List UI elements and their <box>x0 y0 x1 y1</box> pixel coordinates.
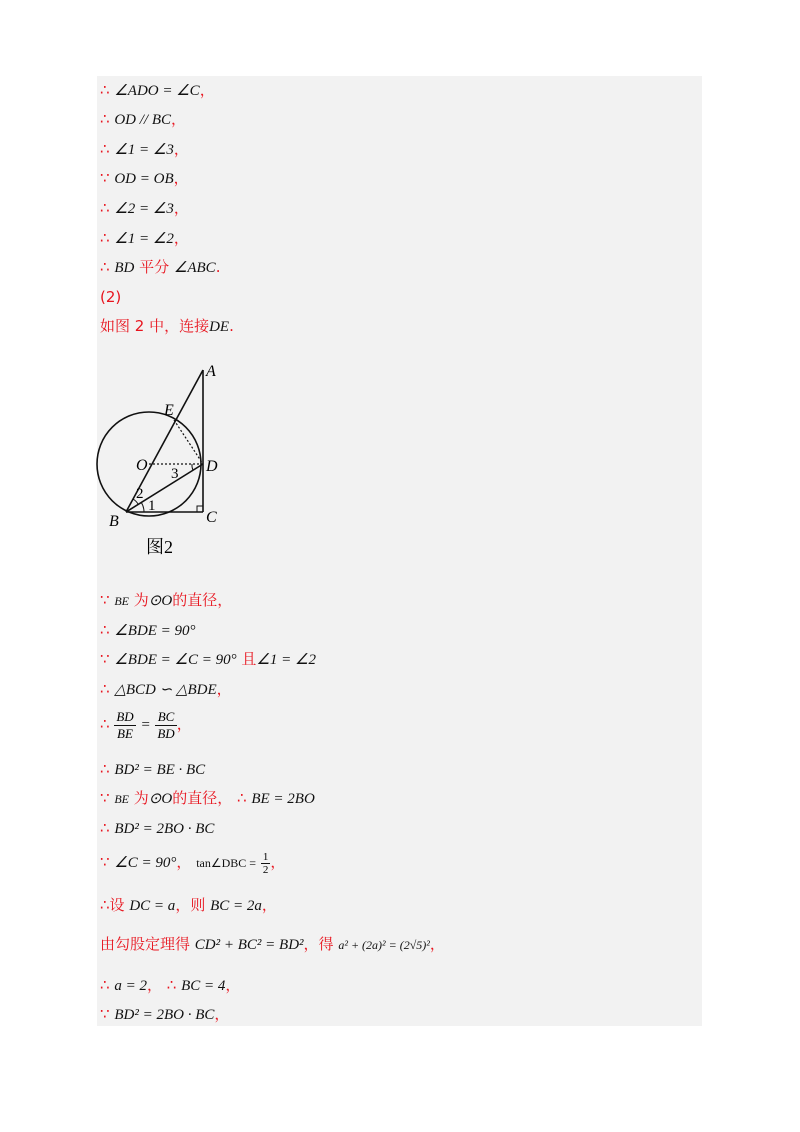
math-expression: CD² + BC² = BD² <box>194 937 304 953</box>
punctuation: ， <box>429 935 445 953</box>
fraction-one-half <box>261 851 271 876</box>
math-expression: ∠BDE = 90° <box>114 623 196 639</box>
math-expression: ∠BDE = ∠C = 90° <box>114 652 237 668</box>
math-expression: ∠1 = ∠3 <box>114 142 174 158</box>
step-line-22 <box>100 1004 229 1025</box>
step-text: 为 <box>133 789 149 807</box>
step-line-2 <box>100 109 186 130</box>
therefore-symbol: ∴ <box>100 760 110 778</box>
therefore-symbol: ∴ <box>100 140 110 158</box>
label-angle-3: 3 <box>171 466 179 482</box>
fraction-numerator: 1 <box>262 850 269 863</box>
part-label <box>100 287 121 307</box>
math-expression: OD = OB <box>114 171 174 187</box>
label-c: C <box>206 509 217 526</box>
fraction-bd-be <box>114 709 135 742</box>
punctuation: . <box>215 258 221 276</box>
math-expression: BC = 4 <box>181 978 226 994</box>
punctuation: ， <box>225 976 241 994</box>
math-expression: BD <box>114 260 135 276</box>
circle-triangle-diagram <box>96 360 226 560</box>
therefore-symbol: ∴ <box>237 789 247 807</box>
punctuation: ， <box>214 1005 230 1023</box>
math-expression: BE <box>114 792 129 806</box>
math-expression: DE <box>209 319 230 335</box>
step-line-17 <box>100 818 214 839</box>
label-a: A <box>206 363 216 380</box>
punctuation: ， <box>176 715 192 733</box>
math-expression: BC = 2a <box>210 898 262 914</box>
fraction-numerator: BC <box>155 709 176 726</box>
math-expression: ∠1 = ∠2 <box>114 231 174 247</box>
therefore-symbol: ∴ <box>100 976 110 994</box>
math-expression: ∠C = 90° <box>114 855 177 871</box>
math-expression: BE <box>114 594 129 608</box>
step-line-12 <box>100 649 316 670</box>
math-expression: BD² = 2BO · BC <box>114 821 215 837</box>
step-text: ，则 <box>175 896 206 914</box>
math-expression: ∠1 = ∠2 <box>256 652 316 668</box>
step-line-20 <box>100 934 445 955</box>
label-o: O <box>136 457 148 474</box>
math-expression: BE = 2BO <box>251 791 315 807</box>
punctuation: . <box>229 317 234 335</box>
punctuation: ， <box>216 680 232 698</box>
step-line-19 <box>100 895 277 916</box>
step-text: 的直径， <box>172 789 233 807</box>
step-text: 由勾股定理得 <box>100 935 191 953</box>
math-expression: DC = a <box>129 898 176 914</box>
because-symbol: ∵ <box>100 853 110 871</box>
step-line-6 <box>100 228 189 249</box>
math-expression: BD² = BE · BC <box>114 762 206 778</box>
because-symbol: ∵ <box>100 169 110 187</box>
punctuation: ， <box>261 896 277 914</box>
math-expression: △BCD ∽ △BDE <box>114 682 217 698</box>
label-d: D <box>206 458 218 475</box>
step-text: ，得 <box>303 935 334 953</box>
math-expression: ∠ABC <box>173 260 216 276</box>
step-line-4 <box>100 168 189 189</box>
punctuation: ， <box>173 199 189 217</box>
therefore-symbol: ∴ <box>100 199 110 217</box>
punctuation: ， <box>270 853 286 871</box>
step-line-1 <box>100 80 215 101</box>
math-expression: ∠ADO = ∠C <box>114 83 200 99</box>
because-symbol: ∵ <box>100 591 110 609</box>
angle-arc-3 <box>192 464 193 470</box>
fraction-denominator: BE <box>117 725 133 741</box>
because-symbol: ∵ <box>100 789 110 807</box>
punctuation: ， <box>176 853 192 871</box>
therefore-symbol: ∴ <box>166 976 177 994</box>
label-angle-2: 2 <box>136 486 144 502</box>
geometry-figure <box>96 360 226 560</box>
therefore-symbol: ∴ <box>100 110 110 128</box>
math-expression: OD // BC <box>114 112 171 128</box>
math-expression: BD² = 2BO · BC <box>114 1007 215 1023</box>
punctuation: ， <box>173 229 189 247</box>
angle-arc-1 <box>141 502 144 512</box>
step-line-7 <box>100 257 220 278</box>
punctuation: ， <box>173 140 189 158</box>
therefore-symbol: ∴ <box>100 680 110 698</box>
step-line-11 <box>100 620 196 641</box>
fraction-numerator: BD <box>116 708 134 724</box>
label-e: E <box>164 402 174 419</box>
step-text: 为 <box>133 591 149 609</box>
therefore-symbol: ∴ <box>100 896 110 914</box>
label-angle-1: 1 <box>148 498 156 514</box>
equals-sign: = <box>140 717 151 733</box>
therefore-symbol: ∴ <box>100 819 110 837</box>
fraction-denominator: BD <box>157 725 175 741</box>
step-line-10 <box>100 590 232 611</box>
math-expression: ⊙O <box>148 593 173 609</box>
figure-caption: 图2 <box>146 537 173 557</box>
label-b: B <box>109 513 119 530</box>
step-text: 且 <box>241 650 257 668</box>
therefore-symbol: ∴ <box>100 715 110 733</box>
right-angle-mark <box>197 506 203 512</box>
therefore-symbol: ∴ <box>100 258 110 276</box>
therefore-symbol: ∴ <box>100 81 110 99</box>
therefore-symbol: ∴ <box>100 229 110 247</box>
fraction-bc-bd <box>155 709 176 742</box>
math-expression: a² + (2a)² = (2√5)² <box>338 938 430 952</box>
step-text: 平分 <box>139 258 170 276</box>
step-line-18 <box>100 846 285 879</box>
math-expression: a = 2 <box>114 978 147 994</box>
step-line-16 <box>100 788 315 809</box>
punctuation: ， <box>146 976 162 994</box>
math-expression: ⊙O <box>148 791 173 807</box>
step-line-13 <box>100 679 232 700</box>
punctuation: ， <box>171 110 187 128</box>
segment-ed <box>174 420 203 464</box>
step-line-15 <box>100 759 205 780</box>
step-text: 设 <box>109 896 125 914</box>
punctuation: ， <box>199 81 215 99</box>
because-symbol: ∵ <box>100 1005 110 1023</box>
math-expression: ∠2 = ∠3 <box>114 201 174 217</box>
punctuation: ， <box>173 169 189 187</box>
part-number: (2) <box>100 288 122 306</box>
step-text: 的直径， <box>172 591 233 609</box>
step-line-21 <box>100 975 240 996</box>
step-line-3 <box>100 139 189 160</box>
fraction-denominator: 2 <box>262 863 269 876</box>
step-line-5 <box>100 198 189 219</box>
step-line-9 <box>100 316 234 337</box>
because-symbol: ∵ <box>100 650 110 668</box>
step-text: 如图 2 中，连接 <box>100 317 210 335</box>
step-line-14 <box>100 706 192 743</box>
tan-expression: tan∠DBC = <box>196 856 257 870</box>
therefore-symbol: ∴ <box>100 621 110 639</box>
